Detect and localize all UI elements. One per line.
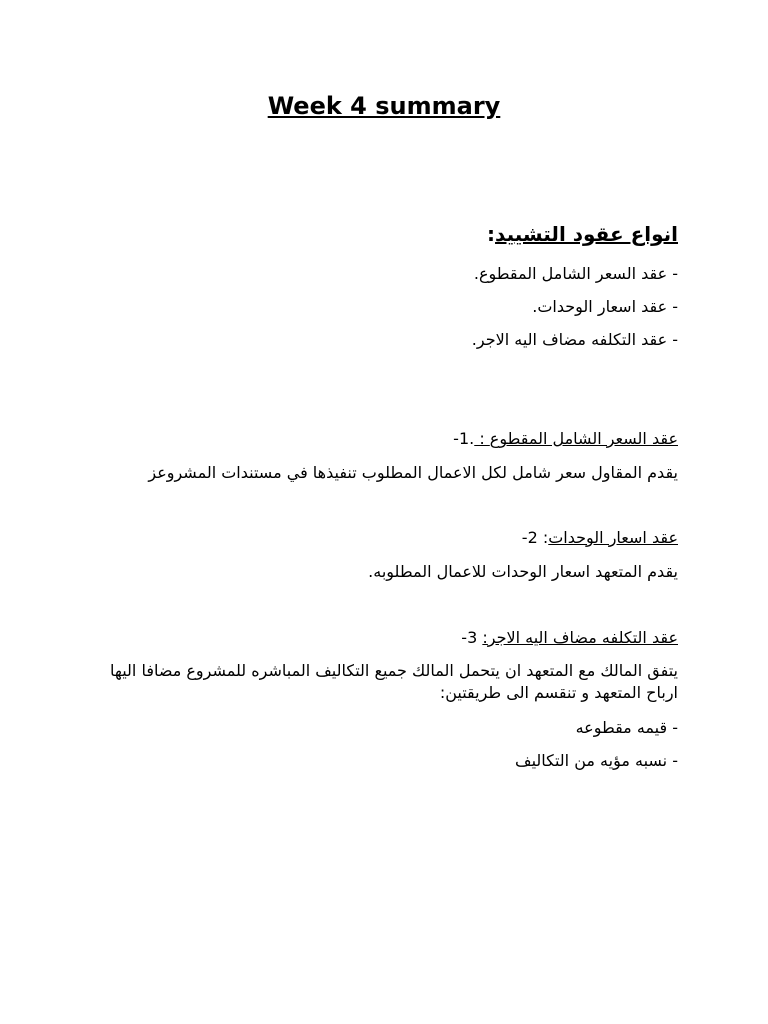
item-2-label: عقد اسعار الوحدات <box>548 528 678 547</box>
item-1-suffix: : <box>474 429 490 448</box>
item-3-body: يتفق المالك مع المتعهد ان يتحمل المالك جميع التكاليف المباشره للمشروع مضافا اليها ارباح المتعهد و تنقسم الى طريقتين: <box>109 661 678 702</box>
item-1-body: يقدم المقاول سعر شامل لكل الاعمال المطلوب تنفيذها في مستندات المشروعز <box>148 463 678 482</box>
item-3-suffix: : <box>482 628 488 647</box>
item-2-number: 2- <box>521 528 538 547</box>
item-3-subitem-1: - قيمه مقطوعه <box>575 718 678 737</box>
item-3-heading <box>78 628 678 647</box>
item-2-suffix: : <box>542 528 549 547</box>
item-2-heading <box>78 528 678 547</box>
section-heading-suffix: : <box>487 222 496 246</box>
section-heading <box>78 222 678 246</box>
item-2-body: يقدم المتعهد اسعار الوحدات للاعمال المطلوبه. <box>368 562 678 581</box>
contract-type-2: - عقد اسعار الوحدات. <box>532 297 678 316</box>
item-3-subitem-2: - نسبه مؤيه من التكاليف <box>515 751 678 770</box>
item-1-heading <box>78 429 678 448</box>
section-heading-text: انواع عقود التشييد <box>495 222 678 246</box>
item-3-number: 3- <box>461 628 478 647</box>
document-title: Week 4 summary <box>267 92 501 120</box>
item-1-number: .1- <box>453 429 475 448</box>
item-3-label: عقد التكلفه مضاف اليه الاجر <box>487 628 678 647</box>
contract-type-1: - عقد السعر الشامل المقطوع. <box>473 264 678 283</box>
contract-type-3: - عقد التكلفه مضاف اليه الاجر. <box>471 330 678 349</box>
item-1-label: عقد السعر الشامل المقطوع <box>489 429 678 448</box>
